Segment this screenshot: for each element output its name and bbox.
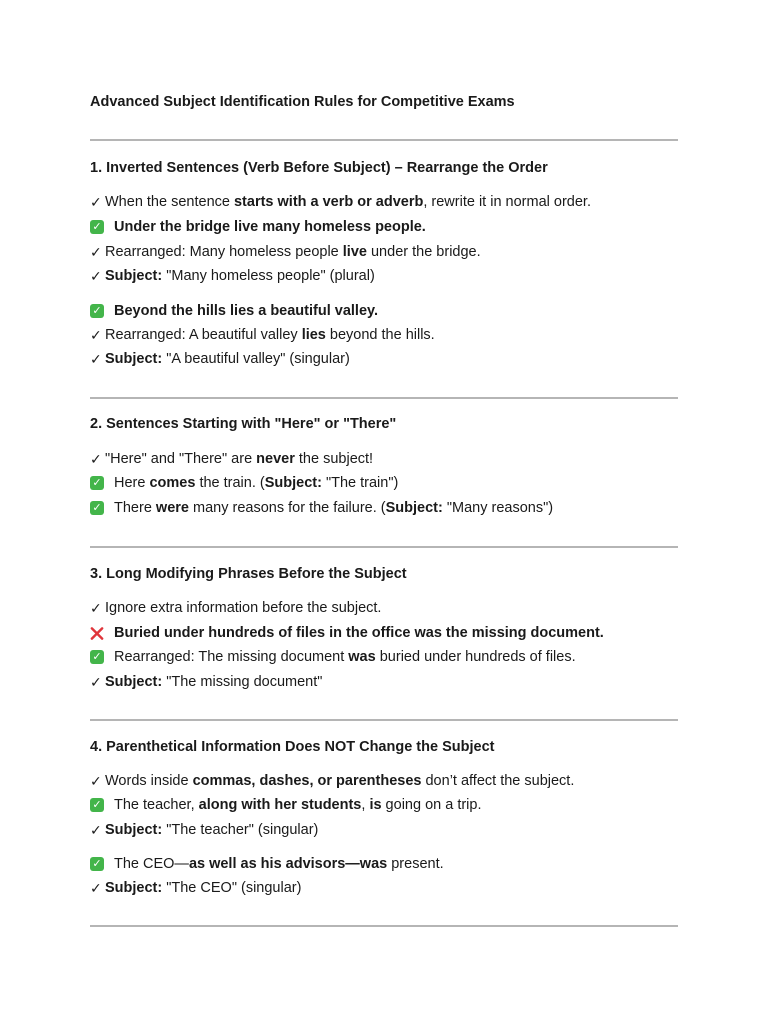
text: "The train") (321, 475, 399, 491)
text: beyond the hills. (325, 327, 435, 343)
green-check-box-icon: ✓ (90, 476, 104, 490)
check-mark-icon: ✓ (90, 194, 102, 210)
subject-line (90, 879, 678, 897)
subject-value: "The teacher" (singular) (162, 822, 319, 838)
subject-value: "Many homeless people" (plural) (162, 268, 375, 284)
example-sentence: Buried under hundreds of files in the office was the missing document. (114, 625, 604, 641)
section-divider (90, 546, 678, 548)
subject-label: Subject: (385, 500, 443, 516)
document (90, 93, 678, 927)
emphasis: were (155, 500, 189, 516)
example-line (90, 302, 678, 320)
text: Words inside (105, 773, 193, 789)
check-mark-icon: ✓ (90, 268, 102, 284)
emphasis: live (342, 244, 367, 260)
emphasis: was (348, 649, 376, 665)
green-check-box-icon: ✓ (90, 798, 104, 812)
text: , (361, 797, 370, 813)
text: going on a trip. (381, 797, 482, 813)
subject-line (90, 267, 678, 285)
subject-label: Subject: (105, 822, 163, 838)
emphasis: lies (301, 327, 326, 343)
emphasis: comes (149, 475, 196, 491)
section-heading: 1. Inverted Sentences (Verb Before Subject) – Rearrange the Order (90, 160, 548, 176)
example-line (90, 218, 678, 236)
green-check-box-icon: ✓ (90, 220, 104, 234)
green-check-box-icon: ✓ (90, 501, 104, 515)
section-heading: 3. Long Modifying Phrases Before the Subject (90, 566, 407, 582)
text: Ignore extra information before the subject. (105, 600, 382, 616)
incorrect-example-line (90, 624, 678, 642)
check-mark-icon: ✓ (90, 773, 102, 789)
check-mark-icon: ✓ (90, 600, 102, 616)
green-check-box-icon: ✓ (90, 304, 104, 318)
rule-line (90, 193, 678, 211)
example-line (90, 499, 678, 517)
subject-label: Subject: (105, 268, 163, 284)
text: buried under hundreds of files. (375, 649, 576, 665)
text: Rearranged: Many homeless people (105, 244, 343, 260)
subject-line (90, 821, 678, 839)
text: The teacher, (114, 797, 199, 813)
emphasis: is (369, 797, 382, 813)
text: Here (114, 475, 150, 491)
page-title: Advanced Subject Identification Rules for Competitive Exams (90, 94, 515, 110)
example-line (90, 474, 678, 492)
example-line (90, 855, 678, 873)
subject-label: Subject: (105, 674, 163, 690)
check-mark-icon: ✓ (90, 451, 102, 467)
section-heading: 2. Sentences Starting with "Here" or "There" (90, 416, 397, 432)
section-divider (90, 397, 678, 399)
check-mark-icon: ✓ (90, 327, 102, 343)
subject-line (90, 350, 678, 368)
rule-line (90, 599, 678, 617)
text: "Many reasons") (442, 500, 554, 516)
subject-label: Subject: (105, 880, 163, 896)
rule-line (90, 450, 678, 468)
red-cross-icon (90, 626, 104, 640)
text: under the bridge. (366, 244, 481, 260)
emphasis: starts with a verb or adverb (233, 194, 424, 210)
section-heading: 4. Parenthetical Information Does NOT Change the Subject (90, 739, 495, 755)
subject-label: Subject: (264, 475, 322, 491)
rearranged-line (90, 648, 678, 666)
text: There (114, 500, 156, 516)
text: present. (387, 856, 444, 872)
section-4 (90, 738, 678, 897)
check-mark-icon: ✓ (90, 674, 102, 690)
section-3 (90, 565, 678, 691)
check-mark-icon: ✓ (90, 822, 102, 838)
check-mark-icon: ✓ (90, 880, 102, 896)
example-sentence: Under the bridge live many homeless people. (114, 219, 426, 235)
example-sentence: Beyond the hills lies a beautiful valley. (114, 303, 379, 319)
text: many reasons for the failure. ( (188, 500, 386, 516)
emphasis: along with her students (198, 797, 362, 813)
text: "Here" and "There" are (105, 451, 257, 467)
rearranged-line (90, 243, 678, 261)
emphasis: never (256, 451, 295, 467)
section-divider (90, 139, 678, 141)
subject-line (90, 673, 678, 691)
text: the subject! (294, 451, 374, 467)
check-mark-icon: ✓ (90, 351, 102, 367)
section-divider (90, 925, 678, 927)
emphasis: commas, dashes, or parentheses (192, 773, 422, 789)
example-line (90, 796, 678, 814)
green-check-box-icon: ✓ (90, 650, 104, 664)
text: Rearranged: A beautiful valley (105, 327, 302, 343)
text: , rewrite it in normal order. (423, 194, 591, 210)
subject-value: "The missing document" (162, 674, 323, 690)
text: the train. ( (195, 475, 265, 491)
subject-value: "A beautiful valley" (singular) (162, 351, 350, 367)
section-2 (90, 415, 678, 517)
rearranged-line (90, 326, 678, 344)
text: don’t affect the subject. (421, 773, 575, 789)
text: When the sentence (105, 194, 234, 210)
check-mark-icon: ✓ (90, 244, 102, 260)
emphasis: as well as his advisors—was (188, 856, 388, 872)
green-check-box-icon: ✓ (90, 857, 104, 871)
text: The CEO— (114, 856, 189, 872)
section-divider (90, 719, 678, 721)
subject-label: Subject: (105, 351, 163, 367)
subject-value: "The CEO" (singular) (162, 880, 302, 896)
rule-line (90, 772, 678, 790)
section-1 (90, 159, 678, 368)
text: Rearranged: The missing document (114, 649, 349, 665)
